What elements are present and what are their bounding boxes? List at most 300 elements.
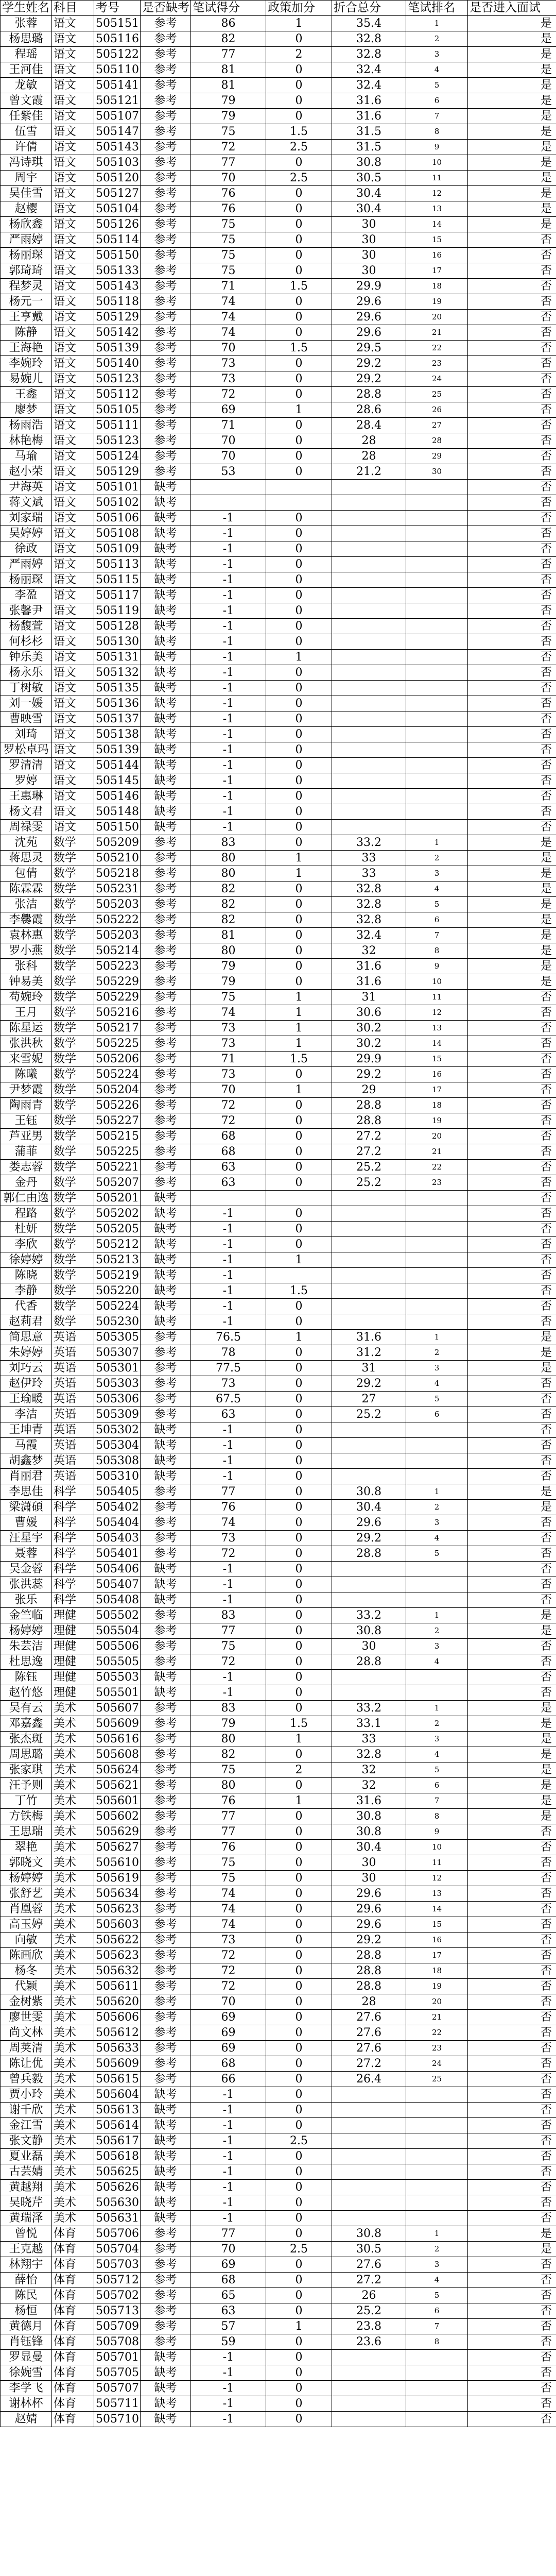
cell-total-score: 30.4 (332, 1840, 406, 1855)
cell-policy-bonus: 1 (266, 1082, 332, 1098)
cell-subject: 理健 (52, 1639, 94, 1654)
cell-absent: 参考 (141, 1639, 191, 1654)
cell-policy-bonus: 2.5 (266, 2242, 332, 2257)
cell-interview: 否 (468, 1113, 556, 1129)
cell-interview: 否 (468, 1021, 556, 1036)
table-row (1, 2118, 556, 2133)
cell-rank (406, 1469, 468, 1484)
cell-exam-id: 505103 (94, 155, 141, 171)
cell-exam-id: 505210 (94, 851, 141, 866)
cell-policy-bonus: 0 (266, 1948, 332, 1963)
cell-written-score: 82 (191, 882, 266, 897)
table-row (1, 1160, 556, 1175)
cell-policy-bonus: 0 (266, 2396, 332, 2412)
cell-policy-bonus: 0 (266, 155, 332, 171)
cell-written-score: 68 (191, 1129, 266, 1144)
cell-student-name: 尚文林 (1, 2025, 52, 2041)
cell-exam-id: 505617 (94, 2133, 141, 2149)
cell-total-score (332, 2396, 406, 2412)
cell-exam-id: 505307 (94, 1345, 141, 1361)
cell-student-name: 王思瑞 (1, 1824, 52, 1840)
cell-absent: 参考 (141, 1855, 191, 1871)
table-row (1, 959, 556, 974)
cell-written-score: 73 (191, 1067, 266, 1082)
cell-absent: 参考 (141, 1160, 191, 1175)
cell-policy-bonus: 0 (266, 1933, 332, 1948)
cell-exam-id: 505126 (94, 217, 141, 232)
cell-total-score: 28.4 (332, 418, 406, 433)
cell-subject: 美术 (52, 1824, 94, 1840)
cell-written-score (191, 495, 266, 511)
cell-rank (406, 1268, 468, 1283)
cell-student-name: 林翔宇 (1, 2257, 52, 2273)
cell-policy-bonus: 0 (266, 1345, 332, 1361)
cell-subject: 英语 (52, 1407, 94, 1422)
cell-policy-bonus: 0 (266, 665, 332, 681)
cell-policy-bonus: 2.5 (266, 2133, 332, 2149)
cell-exam-id: 505224 (94, 1067, 141, 1082)
cell-policy-bonus: 0 (266, 943, 332, 959)
cell-total-score: 31 (332, 990, 406, 1005)
cell-student-name: 程瑶 (1, 47, 52, 62)
cell-written-score: 76.5 (191, 1330, 266, 1345)
cell-policy-bonus: 0 (266, 897, 332, 912)
table-row (1, 171, 556, 186)
cell-rank: 2 (406, 1716, 468, 1732)
cell-written-score: -1 (191, 1252, 266, 1268)
cell-student-name: 易婉儿 (1, 371, 52, 387)
cell-subject: 语文 (52, 109, 94, 124)
cell-written-score: -1 (191, 773, 266, 789)
cell-written-score: 77 (191, 1824, 266, 1840)
cell-written-score: 72 (191, 140, 266, 155)
cell-absent: 缺考 (141, 480, 191, 495)
cell-total-score: 33 (332, 1732, 406, 1747)
cell-subject: 体育 (52, 2273, 94, 2288)
cell-total-score (332, 2133, 406, 2149)
cell-exam-id: 505602 (94, 1809, 141, 1824)
cell-subject: 美术 (52, 1732, 94, 1747)
cell-subject: 数学 (52, 1299, 94, 1314)
cell-absent: 参考 (141, 1036, 191, 1052)
cell-absent: 缺考 (141, 572, 191, 588)
cell-written-score: -1 (191, 619, 266, 634)
table-row (1, 31, 556, 47)
cell-rank (406, 572, 468, 588)
cell-written-score: 72 (191, 1546, 266, 1562)
cell-written-score: -1 (191, 1685, 266, 1701)
cell-interview: 否 (468, 2010, 556, 2025)
cell-absent: 参考 (141, 418, 191, 433)
cell-student-name: 杨雨浩 (1, 418, 52, 433)
cell-subject: 数学 (52, 1160, 94, 1175)
cell-exam-id: 505219 (94, 1268, 141, 1283)
cell-rank: 22 (406, 2025, 468, 2041)
cell-absent: 参考 (141, 1994, 191, 2010)
cell-exam-id: 505606 (94, 2010, 141, 2025)
table-row (1, 1314, 556, 1330)
table-row (1, 1376, 556, 1392)
cell-subject: 英语 (52, 1422, 94, 1438)
cell-interview: 否 (468, 1144, 556, 1160)
cell-exam-id: 505111 (94, 418, 141, 433)
cell-exam-id: 505229 (94, 990, 141, 1005)
cell-written-score: 69 (191, 2041, 266, 2056)
cell-exam-id: 505101 (94, 480, 141, 495)
cell-student-name: 丁树敏 (1, 681, 52, 696)
cell-student-name: 李盈 (1, 588, 52, 603)
cell-total-score (332, 1314, 406, 1330)
table-row (1, 1902, 556, 1917)
cell-exam-id: 505141 (94, 78, 141, 93)
cell-absent: 参考 (141, 1531, 191, 1546)
cell-total-score: 30.8 (332, 1623, 406, 1639)
cell-interview: 是 (468, 1361, 556, 1376)
table-row (1, 2164, 556, 2180)
cell-subject: 美术 (52, 1902, 94, 1917)
cell-written-score: -1 (191, 1469, 266, 1484)
cell-written-score: 57 (191, 2319, 266, 2334)
cell-exam-id: 505128 (94, 619, 141, 634)
cell-rank: 8 (406, 1809, 468, 1824)
cell-interview: 否 (468, 758, 556, 773)
cell-total-score (332, 1469, 406, 1484)
cell-absent: 参考 (141, 1902, 191, 1917)
cell-policy-bonus: 0 (266, 2195, 332, 2211)
cell-absent: 缺考 (141, 1562, 191, 1577)
cell-policy-bonus (266, 1191, 332, 1206)
cell-subject: 体育 (52, 2303, 94, 2319)
cell-policy-bonus: 0 (266, 882, 332, 897)
cell-subject: 美术 (52, 1994, 94, 2010)
cell-total-score: 29.6 (332, 1886, 406, 1902)
cell-absent: 参考 (141, 449, 191, 464)
cell-subject: 美术 (52, 1809, 94, 1824)
cell-rank: 29 (406, 449, 468, 464)
cell-exam-id: 505402 (94, 1500, 141, 1515)
cell-student-name: 刘巧云 (1, 1361, 52, 1376)
cell-student-name: 严雨婷 (1, 557, 52, 572)
cell-exam-id: 505123 (94, 433, 141, 449)
cell-absent: 参考 (141, 897, 191, 912)
cell-absent: 参考 (141, 2273, 191, 2288)
cell-total-score (332, 2103, 406, 2118)
cell-subject: 数学 (52, 1129, 94, 1144)
table-row (1, 557, 556, 572)
cell-absent: 参考 (141, 1129, 191, 1144)
table-row (1, 1438, 556, 1453)
cell-rank: 22 (406, 341, 468, 356)
cell-written-score: 59 (191, 2334, 266, 2350)
cell-written-score: -1 (191, 2164, 266, 2180)
cell-interview: 是 (468, 16, 556, 31)
cell-policy-bonus: 0 (266, 742, 332, 758)
cell-exam-id: 505702 (94, 2288, 141, 2303)
cell-student-name: 吴佳雪 (1, 186, 52, 201)
cell-policy-bonus: 0 (266, 1562, 332, 1577)
cell-policy-bonus: 0 (266, 2350, 332, 2365)
cell-policy-bonus: 0 (266, 1577, 332, 1592)
cell-absent: 参考 (141, 1021, 191, 1036)
cell-exam-id: 505506 (94, 1639, 141, 1654)
cell-rank (406, 634, 468, 650)
cell-policy-bonus: 0 (266, 1067, 332, 1082)
cell-exam-id: 505503 (94, 1670, 141, 1685)
cell-total-score: 23.6 (332, 2334, 406, 2350)
cell-absent: 参考 (141, 1979, 191, 1994)
cell-student-name: 李学飞 (1, 2381, 52, 2396)
cell-written-score: -1 (191, 1283, 266, 1299)
cell-written-score: 83 (191, 1608, 266, 1623)
table-row (1, 1206, 556, 1222)
cell-total-score: 30.2 (332, 1036, 406, 1052)
cell-exam-id: 505105 (94, 402, 141, 418)
cell-subject: 数学 (52, 959, 94, 974)
cell-absent: 缺考 (141, 2164, 191, 2180)
cell-total-score: 31.6 (332, 93, 406, 109)
cell-written-score: -1 (191, 541, 266, 557)
cell-rank: 7 (406, 928, 468, 943)
cell-subject: 语文 (52, 511, 94, 526)
table-row (1, 928, 556, 943)
cell-student-name: 杨文君 (1, 804, 52, 820)
cell-rank (406, 789, 468, 804)
cell-policy-bonus: 0 (266, 974, 332, 990)
cell-total-score: 33.2 (332, 1701, 406, 1716)
cell-interview: 否 (468, 495, 556, 511)
cell-interview: 否 (468, 1917, 556, 1933)
cell-policy-bonus: 1 (266, 16, 332, 31)
cell-student-name: 王惠琳 (1, 789, 52, 804)
cell-absent: 参考 (141, 1840, 191, 1855)
cell-subject: 美术 (52, 1778, 94, 1793)
cell-total-score: 27.6 (332, 2041, 406, 2056)
cell-subject: 英语 (52, 1469, 94, 1484)
cell-student-name: 周禄雯 (1, 820, 52, 835)
cell-rank: 2 (406, 1500, 468, 1515)
cell-written-score: 75 (191, 217, 266, 232)
cell-written-score: 73 (191, 1531, 266, 1546)
cell-written-score: 78 (191, 1345, 266, 1361)
cell-policy-bonus: 0 (266, 1886, 332, 1902)
cell-subject: 美术 (52, 1762, 94, 1778)
cell-interview: 否 (468, 650, 556, 665)
table-row (1, 1422, 556, 1438)
cell-policy-bonus: 0 (266, 62, 332, 78)
cell-student-name: 陈霖霖 (1, 882, 52, 897)
cell-policy-bonus: 0 (266, 1237, 332, 1252)
cell-absent: 参考 (141, 1144, 191, 1160)
cell-subject: 理健 (52, 1623, 94, 1639)
cell-policy-bonus: 0 (266, 1438, 332, 1453)
table-row (1, 155, 556, 171)
cell-exam-id: 505119 (94, 603, 141, 619)
cell-total-score (332, 1206, 406, 1222)
cell-policy-bonus: 0 (266, 1500, 332, 1515)
cell-exam-id: 505109 (94, 541, 141, 557)
cell-subject: 语文 (52, 727, 94, 742)
cell-interview: 否 (468, 1036, 556, 1052)
cell-interview: 否 (468, 310, 556, 325)
cell-subject: 数学 (52, 1175, 94, 1191)
cell-total-score: 30.8 (332, 2226, 406, 2242)
cell-written-score: -1 (191, 727, 266, 742)
cell-exam-id: 505619 (94, 1871, 141, 1886)
cell-subject: 科学 (52, 1592, 94, 1608)
cell-total-score: 26 (332, 2288, 406, 2303)
cell-rank (406, 820, 468, 835)
cell-policy-bonus: 0 (266, 1392, 332, 1407)
cell-student-name: 曹映雪 (1, 711, 52, 727)
cell-student-name: 赵婧 (1, 2412, 52, 2427)
cell-student-name: 林艳梅 (1, 433, 52, 449)
table-row (1, 2288, 556, 2303)
cell-policy-bonus: 0 (266, 1809, 332, 1824)
cell-rank: 19 (406, 1979, 468, 1994)
cell-written-score: 75 (191, 990, 266, 1005)
table-row (1, 2195, 556, 2211)
cell-rank: 10 (406, 155, 468, 171)
cell-policy-bonus: 0 (266, 634, 332, 650)
cell-interview: 否 (468, 1191, 556, 1206)
cell-rank: 4 (406, 1747, 468, 1762)
cell-student-name: 罗松卓玛 (1, 742, 52, 758)
table-row (1, 1994, 556, 2010)
cell-written-score: -1 (191, 2365, 266, 2381)
cell-total-score: 27.2 (332, 1144, 406, 1160)
cell-interview: 是 (468, 1701, 556, 1716)
cell-policy-bonus: 0 (266, 1747, 332, 1762)
table-row (1, 1546, 556, 1562)
cell-interview: 否 (468, 402, 556, 418)
cell-interview: 是 (468, 78, 556, 93)
cell-total-score: 32 (332, 1778, 406, 1793)
cell-exam-id: 505309 (94, 1407, 141, 1422)
cell-rank (406, 2381, 468, 2396)
cell-exam-id: 505305 (94, 1330, 141, 1345)
cell-absent: 参考 (141, 387, 191, 402)
cell-policy-bonus: 0 (266, 1994, 332, 2010)
cell-interview: 否 (468, 1515, 556, 1531)
table-row (1, 1392, 556, 1407)
cell-written-score: 75 (191, 248, 266, 263)
cell-absent: 缺考 (141, 1191, 191, 1206)
cell-subject: 数学 (52, 1252, 94, 1268)
cell-interview: 否 (468, 1082, 556, 1098)
cell-absent: 参考 (141, 2041, 191, 2056)
cell-rank: 7 (406, 2319, 468, 2334)
cell-policy-bonus: 2 (266, 1762, 332, 1778)
cell-student-name: 陈民 (1, 2288, 52, 2303)
cell-subject: 数学 (52, 835, 94, 851)
cell-subject: 语文 (52, 186, 94, 201)
cell-exam-id: 505107 (94, 109, 141, 124)
cell-rank (406, 1252, 468, 1268)
cell-rank (406, 588, 468, 603)
cell-subject: 科学 (52, 1515, 94, 1531)
cell-rank (406, 1592, 468, 1608)
cell-written-score: -1 (191, 650, 266, 665)
cell-rank: 26 (406, 402, 468, 418)
cell-interview: 否 (468, 480, 556, 495)
cell-absent: 缺考 (141, 526, 191, 541)
cell-total-score: 30.5 (332, 171, 406, 186)
cell-total-score: 28.8 (332, 1113, 406, 1129)
table-row (1, 1824, 556, 1840)
cell-interview: 是 (468, 959, 556, 974)
cell-policy-bonus: 0 (266, 2010, 332, 2025)
cell-absent: 参考 (141, 1005, 191, 1021)
cell-interview: 否 (468, 2303, 556, 2319)
cell-policy-bonus: 0 (266, 1979, 332, 1994)
table-row (1, 2350, 556, 2365)
cell-written-score: 80 (191, 866, 266, 882)
cell-interview: 否 (468, 1670, 556, 1685)
cell-exam-id: 505124 (94, 449, 141, 464)
cell-total-score: 31.6 (332, 974, 406, 990)
cell-absent: 缺考 (141, 2087, 191, 2103)
cell-interview: 否 (468, 1206, 556, 1222)
cell-policy-bonus: 1 (266, 851, 332, 866)
cell-total-score: 28.8 (332, 1979, 406, 1994)
cell-total-score: 25.2 (332, 2303, 406, 2319)
cell-rank: 30 (406, 464, 468, 480)
cell-absent: 缺考 (141, 1592, 191, 1608)
cell-subject: 体育 (52, 2226, 94, 2242)
cell-interview: 否 (468, 232, 556, 248)
cell-student-name: 马瑜 (1, 449, 52, 464)
cell-written-score (191, 1191, 266, 1206)
cell-total-score (332, 1670, 406, 1685)
cell-student-name: 杨婷婷 (1, 1623, 52, 1639)
cell-student-name: 来雪妮 (1, 1052, 52, 1067)
cell-rank: 22 (406, 1160, 468, 1175)
cell-total-score (332, 2381, 406, 2396)
cell-interview: 否 (468, 1422, 556, 1438)
cell-written-score: 68 (191, 1144, 266, 1160)
cell-interview: 否 (468, 464, 556, 480)
cell-policy-bonus: 0 (266, 557, 332, 572)
cell-rank (406, 2211, 468, 2226)
cell-written-score: 71 (191, 279, 266, 294)
cell-exam-id: 505143 (94, 279, 141, 294)
header-policy-bonus: 政策加分 (266, 1, 332, 16)
cell-student-name: 赵小荣 (1, 464, 52, 480)
cell-student-name: 罗小燕 (1, 943, 52, 959)
cell-student-name: 杜思逸 (1, 1654, 52, 1670)
cell-absent: 参考 (141, 1376, 191, 1392)
cell-interview: 否 (468, 1453, 556, 1469)
cell-student-name: 代香 (1, 1299, 52, 1314)
cell-written-score: -1 (191, 665, 266, 681)
cell-rank (406, 2396, 468, 2412)
cell-exam-id: 505201 (94, 1191, 141, 1206)
cell-student-name: 刘家瑞 (1, 511, 52, 526)
table-row (1, 511, 556, 526)
cell-total-score: 29.6 (332, 1902, 406, 1917)
cell-policy-bonus: 0 (266, 835, 332, 851)
cell-subject: 语文 (52, 804, 94, 820)
cell-rank: 1 (406, 2226, 468, 2242)
cell-rank: 16 (406, 1067, 468, 1082)
table-row (1, 619, 556, 634)
cell-rank: 17 (406, 1082, 468, 1098)
cell-absent: 缺考 (141, 804, 191, 820)
cell-total-score (332, 1592, 406, 1608)
cell-policy-bonus: 0 (266, 1546, 332, 1562)
cell-exam-id: 505150 (94, 820, 141, 835)
cell-rank: 21 (406, 325, 468, 341)
